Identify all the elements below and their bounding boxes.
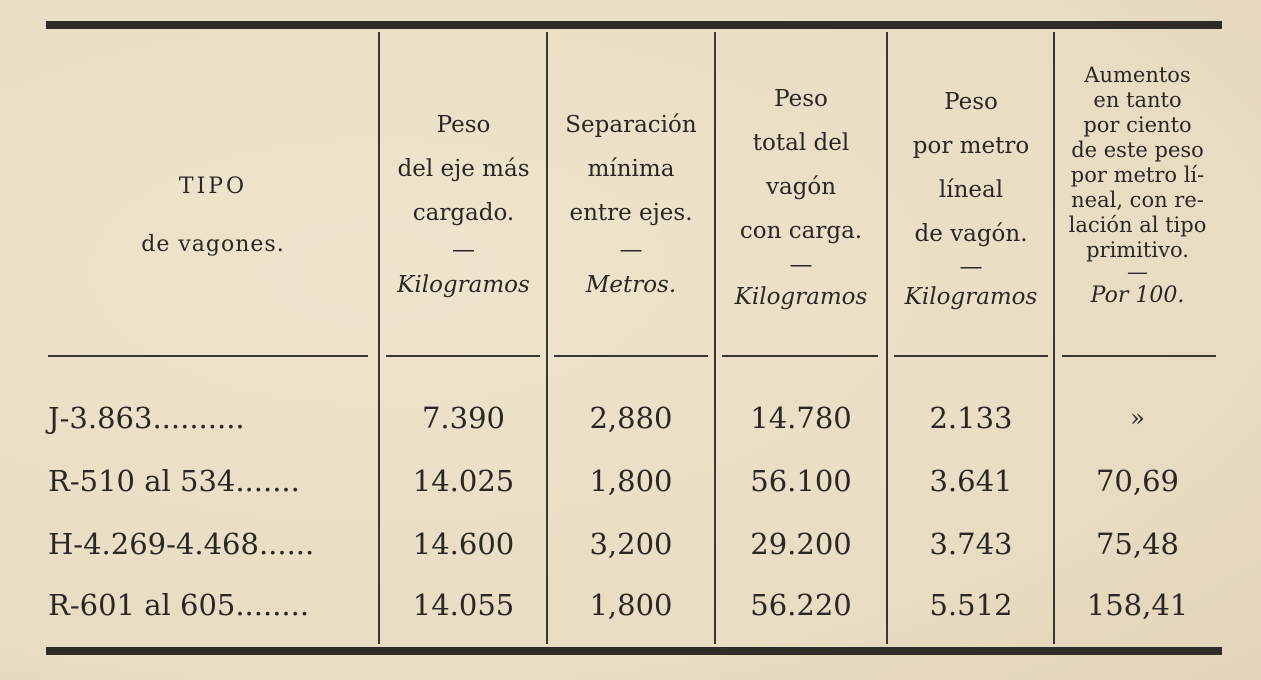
table-row <box>0 451 1261 511</box>
header-line: Separación <box>565 112 697 138</box>
cell-peso-total: 29.200 <box>750 527 852 561</box>
cell-peso-eje: 14.600 <box>412 527 515 561</box>
header-peso-total <box>715 77 887 317</box>
header-line: de este peso <box>1071 138 1204 162</box>
header-line: mínima <box>587 156 675 182</box>
header-underline <box>48 355 368 357</box>
cell-separacion: 2,880 <box>589 401 673 435</box>
row-tipo: J-3.863.......... <box>48 401 245 435</box>
header-dash: — <box>619 237 643 263</box>
header-line: de vagón. <box>914 221 1028 247</box>
header-unit: Kilogramos <box>397 272 530 298</box>
cell-aumentos: 158,41 <box>1086 588 1189 622</box>
cell-separacion: 1,800 <box>589 588 673 622</box>
header-line: por metro <box>912 133 1030 159</box>
cell-peso-eje: 14.055 <box>412 588 515 622</box>
header-aumentos <box>1055 63 1220 308</box>
header-line: Peso <box>774 86 828 112</box>
header-line: vagón <box>765 174 837 200</box>
cell-aumentos: 70,69 <box>1095 464 1180 498</box>
header-tipo-title: TIPO <box>178 174 248 199</box>
cell-aumentos: 75,48 <box>1095 527 1180 561</box>
header-line: del eje más <box>397 156 530 182</box>
header-line: cargado. <box>412 200 515 226</box>
header-line: líneal <box>938 177 1004 203</box>
cell-aumentos: » <box>1130 404 1145 432</box>
cell-separacion: 3,200 <box>589 527 673 561</box>
header-unit: Por 100. <box>1090 283 1185 308</box>
cell-peso-eje: 7.390 <box>421 401 506 435</box>
cell-peso-total: 56.100 <box>750 464 852 498</box>
header-line: Peso <box>944 89 998 115</box>
cell-peso-total: 56.220 <box>750 588 852 622</box>
header-underline <box>1062 355 1216 357</box>
header-tipo <box>48 158 378 274</box>
header-dash: — <box>452 237 475 263</box>
cell-peso-eje: 14.025 <box>412 464 515 498</box>
header-line: Peso <box>436 112 491 138</box>
header-line: por metro lí- <box>1070 163 1205 187</box>
header-underline <box>554 355 708 357</box>
header-line: Aumentos <box>1084 63 1191 87</box>
header-underline <box>894 355 1048 357</box>
header-unit: Kilogramos <box>904 284 1038 310</box>
header-peso-metro <box>887 80 1055 316</box>
row-tipo: R-510 al 534....... <box>48 464 300 498</box>
header-line: con carga. <box>739 218 863 244</box>
header-dash: — <box>789 252 813 278</box>
header-tipo-subtitle: de vagones. <box>141 232 285 257</box>
cell-peso-total: 14.780 <box>750 401 852 435</box>
header-line: entre ejes. <box>569 200 693 226</box>
header-line: primitivo. <box>1086 238 1189 262</box>
cell-peso-metro: 3.641 <box>929 464 1013 498</box>
table-row <box>0 514 1261 574</box>
header-unit: Metros. <box>585 272 677 298</box>
header-dash: — <box>959 254 983 280</box>
cell-peso-metro: 2.133 <box>929 401 1013 435</box>
header-line: total del <box>752 130 850 156</box>
header-line: por ciento <box>1083 113 1192 137</box>
header-underline <box>722 355 878 357</box>
table-row <box>0 388 1261 448</box>
bottom-thick-rule <box>46 647 1222 655</box>
header-line: neal, con re- <box>1071 188 1204 212</box>
table-row <box>0 575 1261 635</box>
row-tipo: H-4.269-4.468...... <box>48 527 315 561</box>
header-unit: Kilogramos <box>734 284 868 310</box>
row-tipo: R-601 al 605........ <box>48 588 310 622</box>
header-dash: — <box>1127 260 1148 284</box>
cell-separacion: 1,800 <box>589 464 673 498</box>
header-line: en tanto <box>1093 88 1182 112</box>
header-peso-eje <box>380 103 547 305</box>
header-line: lación al tipo <box>1068 213 1207 237</box>
header-separacion <box>547 103 715 305</box>
cell-peso-metro: 5.512 <box>929 588 1013 622</box>
header-underline <box>386 355 540 357</box>
top-thick-rule <box>46 21 1222 29</box>
cell-peso-metro: 3.743 <box>929 527 1013 561</box>
